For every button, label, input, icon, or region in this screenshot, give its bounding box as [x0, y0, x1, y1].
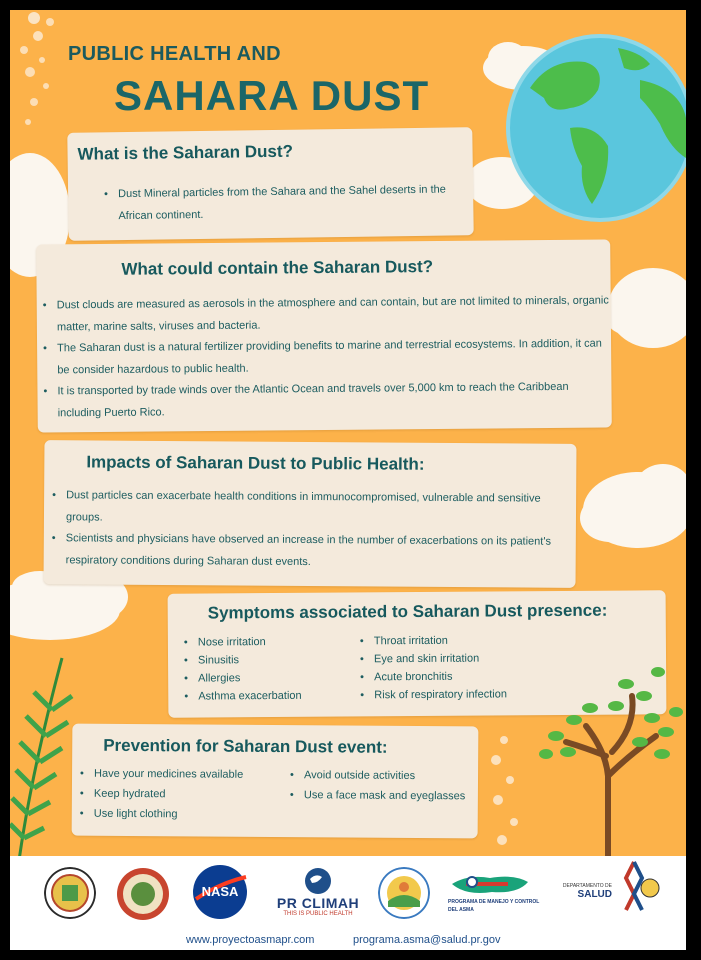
- card-what-is: [67, 127, 473, 241]
- prevention-list-left: [80, 764, 280, 825]
- list-item: • Sinusitis: [184, 651, 344, 670]
- salud-logo: [562, 876, 612, 906]
- salud-small-text: DEPARTAMENTO DE: [562, 882, 612, 889]
- bubbles-decoration: [10, 10, 70, 140]
- cloud-right-middle: [568, 450, 686, 560]
- poster: [10, 10, 686, 950]
- seal-logo-3: [378, 867, 430, 919]
- list-item: • Acute bronchitis: [360, 667, 570, 686]
- symptoms-list-left: [184, 633, 344, 706]
- list-item: • Asthma exacerbation: [184, 687, 344, 706]
- list-item: • Eye and skin irritation: [360, 649, 570, 668]
- email-link[interactable]: programa.asma@salud.pr.gov: [353, 934, 501, 946]
- department-emblem-icon: [622, 858, 662, 920]
- globe-icon: [500, 28, 686, 228]
- proclimah-logo: [268, 862, 368, 922]
- list-item: • Scientists and physicians have observed an increase in the number of exacerbations on its patient's respiratory conditions during Saharan dust events.: [52, 528, 570, 575]
- asma-program-text: PROGRAMA DE MANEJO Y CONTROL DEL ASMA: [448, 899, 540, 913]
- what-is-list: [104, 179, 455, 227]
- section-heading-impacts: Impacts of Saharan Dust to Public Health:: [86, 452, 425, 474]
- list-item: • Use a face mask and eyeglasses: [290, 785, 480, 806]
- list-item: • Allergies: [184, 669, 344, 688]
- card-what-contains: [36, 239, 612, 432]
- title-line1: PUBLIC HEALTH AND: [68, 43, 281, 65]
- salud-big-text: SALUD: [577, 888, 612, 900]
- section-heading-symptoms: Symptoms associated to Saharan Dust presence:: [207, 600, 608, 623]
- card-impacts: [44, 440, 577, 588]
- list-item: • Dust Mineral particles from the Sahara and the Sahel deserts in the African continent.: [104, 179, 455, 227]
- list-item: • Keep hydrated: [80, 784, 280, 805]
- title-line2: SAHARA DUST: [114, 72, 430, 119]
- list-item: • Dust clouds are measured as aerosols in the atmosphere and can contain, but are not limited to minerals, organic matter, marine salts, viruses and bacteria.: [43, 290, 611, 338]
- cloud-right-upper: [598, 258, 686, 358]
- proclimah-word: PR CLIMAH: [276, 895, 360, 911]
- palm-leaf-decoration: [10, 638, 80, 870]
- impacts-list: [52, 485, 571, 575]
- seal-logo-1: [44, 867, 96, 919]
- list-item: • Use light clothing: [80, 804, 280, 825]
- puerto-rico-map-icon: [448, 870, 532, 898]
- section-heading-prevention: Prevention for Saharan Dust event:: [103, 735, 388, 757]
- list-item: • It is transported by trade winds over the Atlantic Ocean and travels over 5,000 km to reach the Caribbean including Puerto Rico.: [43, 376, 611, 424]
- list-item: • Throat irritation: [360, 631, 570, 650]
- list-item: • Avoid outside activities: [290, 765, 480, 786]
- list-item: • The Saharan dust is a natural fertilizer providing benefits to marine and terrestrial ecosystems. In addition, it can be consider hazardous to public health.: [43, 333, 611, 381]
- asma-program-logo: [448, 866, 548, 918]
- seal-logo-2: [116, 867, 170, 921]
- bubbles-decoration-bottom: [480, 730, 530, 850]
- proclimah-tagline: THIS IS PUBLIC HEALTH: [283, 911, 353, 917]
- prevention-list-right: [290, 765, 480, 806]
- card-prevention: [72, 724, 479, 839]
- list-item: • Risk of respiratory infection: [360, 685, 570, 704]
- list-item: • Have your medicines available: [80, 764, 280, 785]
- section-heading-what-is: What is the Saharan Dust?: [77, 141, 294, 164]
- what-contains-list: [43, 290, 612, 424]
- nasa-logo: [190, 863, 250, 921]
- list-item: • Nose irritation: [184, 633, 344, 652]
- proclimah-globe-icon: [304, 867, 332, 895]
- website-link[interactable]: www.proyectoasmapr.com: [186, 934, 315, 946]
- list-item: • Dust particles can exacerbate health conditions in immunocompromised, vulnerable and sensitive groups.: [52, 485, 570, 532]
- section-heading-what-contains: What could contain the Saharan Dust?: [121, 257, 434, 279]
- tree-icon: [516, 656, 686, 856]
- svg-text:NASA: NASA: [201, 884, 239, 899]
